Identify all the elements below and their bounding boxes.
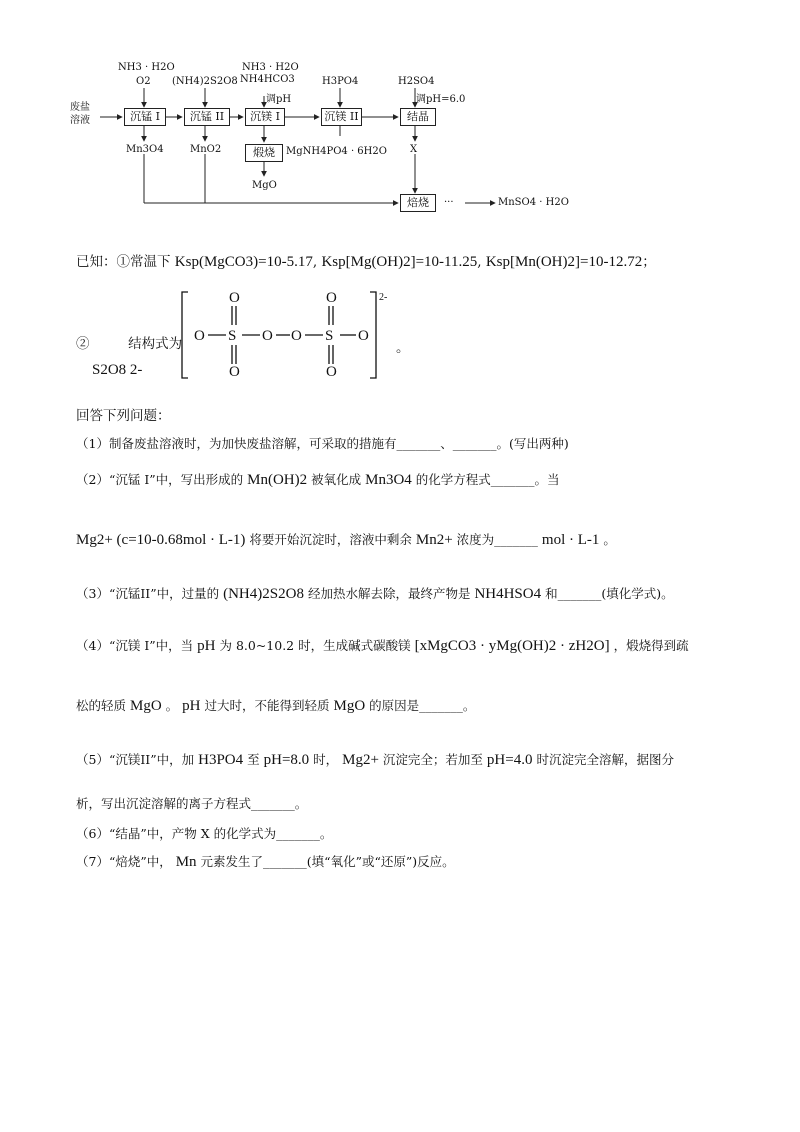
formula-mn3o4: Mn3O4 [365,472,412,488]
formula-mgo-2: MgO [333,698,366,714]
svg-text:O: O [262,328,273,344]
box-calcine: 煅烧 [245,144,283,162]
svg-text:O: O [291,328,302,344]
reagent-mn2: (NH4)2S2O8 [172,76,238,87]
peroxodisulfate-structure [180,288,410,380]
q5-part-a: （5）“沉镁II”中，加 [76,752,195,767]
question-1: （1）制备废盐溶液时，为加快废盐溶解，可采取的措施有_______、_______。(写出两种) [76,436,569,451]
out-final: MnSO4 · H2O [498,197,569,208]
formula-mgo-1: MgO [130,698,162,714]
svg-text:O: O [194,328,205,344]
struct-caption: 结构式为 [128,336,183,352]
q2-part-a: （2）“沉锰 I”中，写出形成的 [76,472,244,487]
formula-unit: mol · L-1 [541,532,600,548]
svg-text:S: S [228,328,237,344]
out-mgo: MgO [252,180,277,191]
q4-part-a: （4）“沉镁 I”中，当 [76,638,194,653]
reagent-mg1-b: NH4HCO3 [240,74,295,85]
formula-mn: Mn [175,854,197,870]
ion-formula: S2O8 2- [92,362,143,378]
reagent-mn1-b: O2 [136,76,151,87]
box-mn-precip-2: 沉锰 II [184,108,230,126]
reagent-cr-b: 调pH=6.0 [416,94,466,105]
question-5-line-2: 析，写出沉淀溶解的离子方程式_______。 [76,796,308,811]
formula-ph8: pH=8.0 [263,752,310,768]
svg-text:2-: 2- [379,292,388,303]
q5-part-d: 沉淀完全；若加至 [382,752,483,767]
q3-part-b: 经加热水解去除，最终产物是 [307,586,471,601]
svg-text:O: O [358,328,369,344]
struct-index: ② [76,336,90,352]
ksp-mgoh2: Ksp[Mg(OH)2]=10-11.25 [321,254,478,270]
q3-part-c: 和_______(填化学式)。 [545,586,674,601]
q7-part-b: 元素发生了_______(填“氧化”或“还原”)反应。 [200,854,455,869]
svg-text:O: O [326,290,337,306]
question-4-line-2 [76,696,475,715]
q5-part-e: 时沉淀完全溶解，据图分 [536,752,674,767]
feed-label-2: 溶液 [70,115,90,126]
q4-part-d: 松的轻质 [76,698,127,713]
reagent-mn1-a: NH3 · H2O [118,62,175,73]
q2-part-c: 的化学方程式_______。当 [415,472,560,487]
reagent-mg1-a: NH3 · H2O [242,62,299,73]
q2-part-e: 浓度为_______ [456,532,538,547]
box-mg-precip-1: 沉镁 I [245,108,285,126]
structure-diagram [180,288,410,380]
reagent-mg1-c: 调pH [266,94,292,105]
question-4-line-1 [76,636,689,655]
formula-mg2plus: Mg2+ [342,752,379,768]
formula-mn2plus: Mn2+ [415,532,453,548]
formula-mnoh2: Mn(OH)2 [247,472,308,488]
svg-text:O: O [229,364,240,380]
question-6: （6）“结晶”中，产物 X 的化学式为_______。 [76,826,333,841]
out-mno2: MnO2 [190,144,222,155]
feed-label-1: 废盐 [70,102,90,113]
ksp-mgco3: Ksp(MgCO3)=10-5.17 [174,254,313,270]
formula-nh4s2o8: (NH4)2S2O8 [223,586,304,602]
out-x: X [410,144,418,155]
q7-part-a: （7）“焙烧”中， [76,854,172,869]
reagent-cr-a: H2SO4 [398,76,435,87]
out-mn3o4: Mn3O4 [126,144,164,155]
ksp-mnoh2: Ksp[Mn(OH)2]=10-12.72 [485,254,643,270]
formula-ph-1: pH [197,638,216,654]
question-3 [76,584,674,603]
q3-part-a: （3）“沉锰II”中，过量的 [76,586,220,601]
q2-part-b: 被氧化成 [311,472,362,487]
question-2-line-1 [76,470,560,489]
struct-end: 。 [396,340,410,356]
process-flowchart [60,50,580,220]
known-prefix: 已知：①常温下 [76,254,171,270]
box-mg-precip-2: 沉镁 II [321,108,362,126]
out-mgnh4po4: MgNH4PO4 · 6H2O [286,146,387,157]
formula-basic-carbonate: [xMgCO3 · yMg(OH)2 · zH2O] [414,638,610,654]
q4-part-b: 为 8.0~10.2 时，生成碱式碳酸镁 [219,638,411,653]
struct-label [76,332,182,352]
q5-part-b: 至 [247,752,260,767]
q4-part-f: 过大时，不能得到轻质 [204,698,330,713]
q2-part-f: 。 [603,532,616,547]
q4-part-g: 的原因是_______。 [369,698,476,713]
formula-ph-2: pH [182,698,201,714]
formula-nh4hso4: NH4HSO4 [474,586,542,602]
box-roast: 焙烧 [400,194,436,212]
formula-ph4: pH=4.0 [486,752,533,768]
dots: ··· [444,197,454,208]
q4-part-e: 。 [165,698,179,713]
svg-text:O: O [326,364,337,380]
reagent-mg2: H3PO4 [322,76,359,87]
formula-h3po4: H3PO4 [198,752,244,768]
question-5-line-1 [76,750,674,769]
question-7 [76,852,455,871]
question-2-line-2 [76,530,616,549]
known-line-1: 已知：①常温下 Ksp(MgCO3)=10-5.17, Ksp[Mg(OH)2]=10-11.25, Ksp[Mn(OH)2]=10-12.72； [76,254,656,270]
q5-part-c: 时， [313,752,339,767]
questions-intro: 回答下列问题： [76,408,171,424]
q4-part-c: ，煅烧得到疏 [613,638,689,653]
formula-mg-conc: Mg2+ (c=10-0.68mol · L-1) [76,532,246,548]
box-mn-precip-1: 沉锰 I [124,108,166,126]
box-crystallize: 结晶 [400,108,436,126]
svg-text:O: O [229,290,240,306]
q2-part-d: 将要开始沉淀时，溶液中剩余 [249,532,412,547]
svg-text:S: S [325,328,334,344]
